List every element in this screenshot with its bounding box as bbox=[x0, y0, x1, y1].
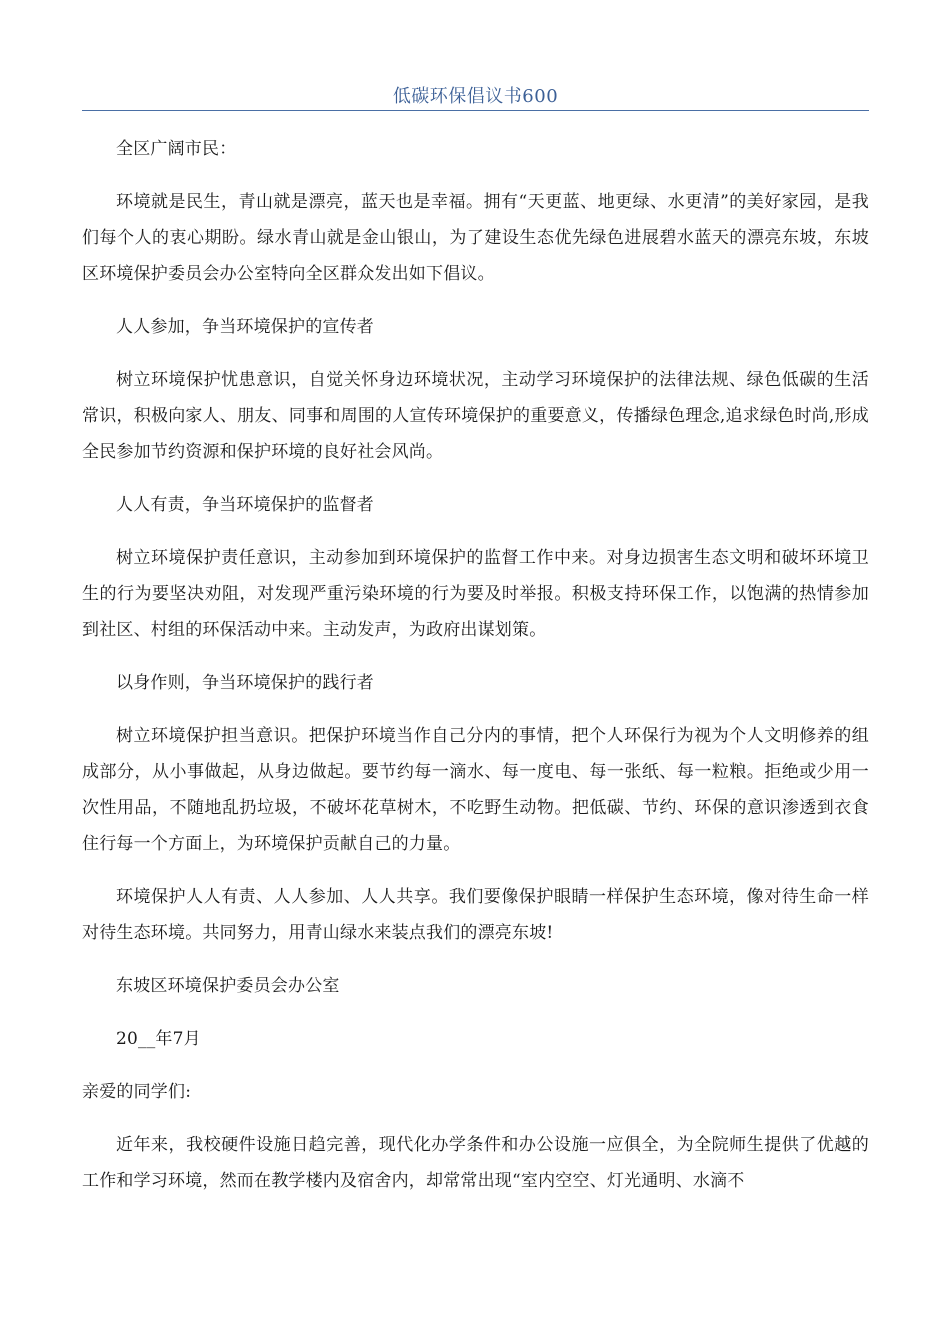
paragraph: 全区广阔市民： bbox=[116, 139, 237, 159]
document-page bbox=[82, 78, 869, 1216]
salutation: 亲爱的同学们: bbox=[82, 1082, 192, 1102]
header-title: 低碳环保倡议书600 bbox=[392, 86, 559, 107]
paragraph: 树立环境保护忧患意识，自觉关怀身边环境状况，主动学习环境保护的法律法规、绿色低碳的生活常识，积极向家人、朋友、同事和周围的人宣传环境保护的重要意义，传播绿色理念,追求绿色时尚,形成全民参加节约资源和保护环境的良好社会风尚。 bbox=[82, 370, 869, 462]
section-heading: 人人参加，争当环境保护的宣传者 bbox=[116, 317, 374, 337]
section-heading: 以身作则，争当环境保护的践行者 bbox=[116, 673, 374, 693]
paragraph: 环境就是民生，青山就是漂亮，蓝天也是幸福。拥有“天更蓝、地更绿、水更清”的美好家园，是我们每个人的衷心期盼。绿水青山就是金山银山，为了建设生态优先绿色进展碧水蓝天的漂亮东坡，东坡区环境保护委员会办公室特向全区群众发出如下倡议。 bbox=[82, 192, 869, 284]
section-heading: 人人有责，争当环境保护的监督者 bbox=[116, 495, 374, 515]
document-body bbox=[82, 131, 869, 1199]
date-line: 20__年7月 bbox=[116, 1029, 201, 1049]
paragraph: 环境保护人人有责、人人参加、人人共享。我们要像保护眼睛一样保护生态环境，像对待生命一样对待生态环境。共同努力，用青山绿水来装点我们的漂亮东坡! bbox=[82, 887, 869, 943]
paragraph: 近年来，我校硬件设施日趋完善，现代化办学条件和办公设施一应俱全，为全院师生提供了优越的工作和学习环境，然而在教学楼内及宿舍内，却常常出现“室内空空、灯光通明、水滴不 bbox=[82, 1135, 869, 1191]
paragraph: 树立环境保护责任意识，主动参加到环境保护的监督工作中来。对身边损害生态文明和破坏环境卫生的行为要坚决劝阻，对发现严重污染环境的行为要及时举报。积极支持环保工作，以饱满的热情参加到社区、村组的环保活动中来。主动发声，为政府出谋划策。 bbox=[82, 548, 869, 640]
page-header bbox=[82, 78, 869, 111]
paragraph: 树立环境保护担当意识。把保护环境当作自己分内的事情，把个人环保行为视为个人文明修养的组成部分，从小事做起，从身边做起。要节约每一滴水、每一度电、每一张纸、每一粒粮。拒绝或少用一次性用品，不随地乱扔垃圾，不破坏花草树木，不吃野生动物。把低碳、节约、环保的意识渗透到衣食住行每一个方面上，为环境保护贡献自己的力量。 bbox=[82, 726, 869, 854]
signature-line: 东坡区环境保护委员会办公室 bbox=[116, 976, 340, 996]
